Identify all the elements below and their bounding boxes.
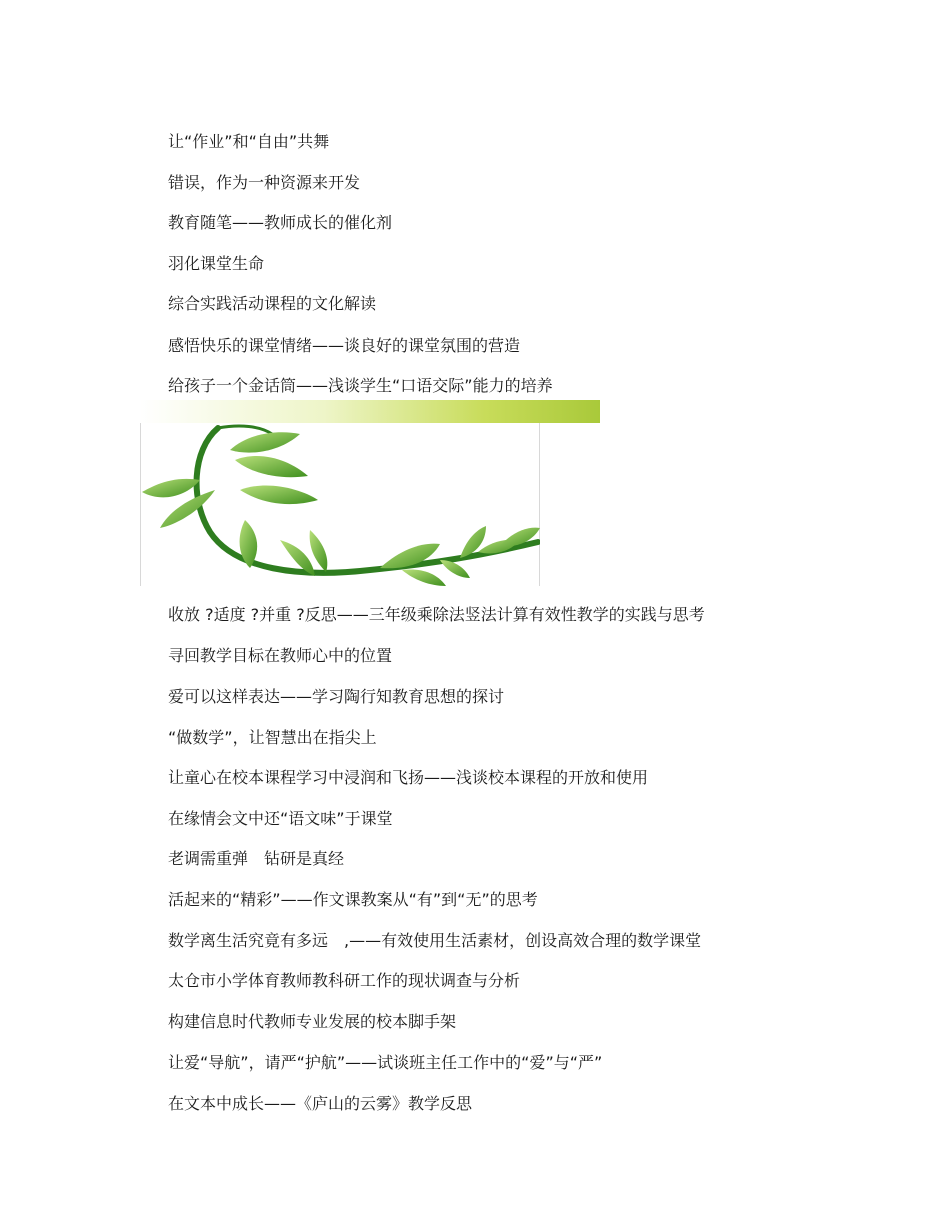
- article-title: 数学离生活究竟有多远 ,——有效使用生活素材，创设高效合理的数学课堂: [168, 931, 702, 950]
- article-title: 老调需重弹 钻研是真经: [168, 849, 345, 868]
- article-title: 在文本中成长——《庐山的云雾》教学反思: [168, 1094, 473, 1113]
- article-title: 收放 ?适度 ?并重 ?反思——三年级乘除法竖法计算有效性教学的实践与思考: [168, 605, 705, 624]
- decorative-banner: [140, 400, 600, 588]
- article-title: 综合实践活动课程的文化解读: [168, 294, 377, 313]
- article-title: 教育随笔——教师成长的催化剂: [168, 213, 393, 232]
- article-title: “做数学”，让智慧出在指尖上: [168, 728, 377, 747]
- article-title: 让“作业”和“自由”共舞: [168, 132, 330, 151]
- leafy-vine-icon: [140, 420, 540, 588]
- article-title: 构建信息时代教师专业发展的校本脚手架: [168, 1012, 457, 1031]
- article-title: 感悟快乐的课堂情绪——谈良好的课堂氛围的营造: [168, 336, 521, 355]
- article-title: 给孩子一个金话筒——浅谈学生“口语交际”能力的培养: [168, 376, 553, 395]
- article-title: 活起来的“精彩”——作文课教案从“有”到“无”的思考: [168, 890, 538, 909]
- article-title: 爱可以这样表达——学习陶行知教育思想的探讨: [168, 687, 505, 706]
- article-title: 让童心在校本课程学习中浸润和飞扬——浅谈校本课程的开放和使用: [168, 768, 649, 787]
- article-title: 羽化课堂生命: [168, 254, 265, 273]
- article-title: 错误，作为一种资源来开发: [168, 173, 361, 192]
- article-title: 寻回教学目标在教师心中的位置: [168, 646, 393, 665]
- article-title: 太仓市小学体育教师教科研工作的现状调查与分析: [168, 971, 521, 990]
- article-title: 在缘情会文中还“语文味”于课堂: [168, 809, 393, 828]
- article-title: 让爱“导航”，请严“护航”——试谈班主任工作中的“爱”与“严”: [168, 1053, 603, 1072]
